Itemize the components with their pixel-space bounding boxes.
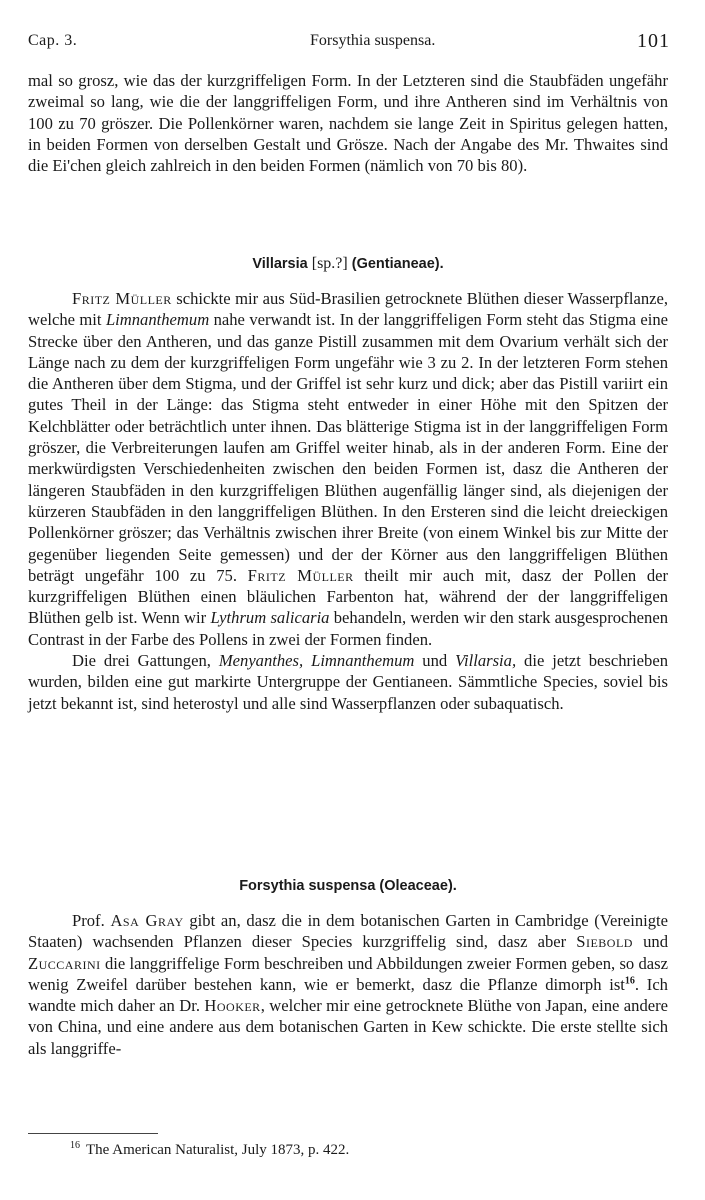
text-run: die langgriffelige Form beschreiben und Abbildungen zweier Formen geben, so dasz wenig Zweifel darüber bestehen kann, wie er bemerkt, dasz die Pflanze dimorph ist [28, 953, 668, 994]
taxon-name: Limnanthemum [311, 651, 415, 671]
running-title: Forsythia suspensa. [310, 32, 436, 49]
villarsia-paragraph-1 [28, 288, 668, 650]
text-run: Die drei Gattungen, [72, 651, 219, 671]
text-run: und [632, 932, 668, 952]
page-number: 101 [637, 30, 670, 52]
text-run: gibt an, dasz die in dem botanischen Garten in Cambridge (Vereinigte Staaten) wachsenden Pflanzen dieser Species kurzgriffelig sind, dasz aber [28, 911, 669, 952]
author-name: Fritz Müller [247, 565, 354, 585]
forsythia-body [28, 910, 668, 1059]
footnote [70, 1142, 349, 1159]
text-run: schickte mir aus Süd-Brasilien getrocknete Blüthen dieser Wasserpflanze, welche mit [28, 289, 669, 330]
forsythia-paragraph-1 [28, 910, 668, 1059]
heading-qualifier: [sp.?] [311, 255, 348, 272]
section-heading-forsythia [28, 878, 668, 894]
text-run: behandeln, werden wir den stark ausgesprochenen Contrast in der Farbe des Pollens in zwei der Formen finden. [28, 608, 668, 649]
person-name: Hooker [204, 996, 261, 1016]
person-name: Asa Gray [110, 911, 184, 930]
section-heading-villarsia [28, 255, 668, 273]
footnote-divider [28, 1133, 158, 1134]
text-run: und [414, 651, 456, 671]
text-run: Prof. [72, 911, 111, 930]
villarsia-body [28, 288, 668, 714]
villarsia-paragraph-2 [28, 650, 668, 714]
footnote-text: The American Naturalist, July 1873, p. 422. [86, 1142, 350, 1158]
author-name: Fritz Müller [72, 289, 172, 308]
person-name: Zuccarini [28, 953, 101, 973]
text-run: theilt mir auch mit, dasz der Pollen der kurzgriffeligen Blüthen einen bläulichen Farbenton hat, während der der langgriffeligen Blüthen gelb ist. Wenn wir [28, 565, 669, 628]
taxon-name: Villarsia, [455, 651, 517, 671]
text-run: nahe verwandt ist. In der langgriffeligen Form steht das Stigma eine Strecke über den Antheren, und das ganze Pistill zusammen mit dem Ovarium verhält sich der Länge nach zu dem der kurzgriffeligen Form ungefähr wie 3 zu 2. In der letzteren Form stehen die Antheren über dem Stigma, und der Griffel ist sehr kurz und dick; aber das Pistill variirt ein gutes Theil in der Länge: das Stigma steht entweder in einer Höhe mit den Spitzen der Kelchblätter oder beträchtlich unter ihnen. Das blätterige Stigma ist in der langgriffeligen Form gröszer, die Verbreiterungen laufen am Griffel weiter hinab, als in der anderen Form. Eine der merkwürdigsten Verschiedenheiten zwischen den beiden Formen ist, dasz die Antheren der längeren Staubfäden in den kurzgriffeligen Blüthen augenfällig länger sind, als diejenigen der kürzeren Staubfäden in den langgriffeligen Blüthen. In den Ersteren sind die leicht dreieckigen Pollenkörner gröszer; das Verhältnis zwischen ihrer Breite (von einem Winkel bis zur Mitte der gegenüber liegenden Seite gemessen) und der der Körner aus den langgriffeligen Blüthen beträgt ungefähr 100 zu 75. [28, 310, 668, 585]
chapter-label: Cap. 3. [28, 32, 78, 49]
text-run: , welcher mir eine getrocknete Blüthe von Japan, eine andere von China, und eine andere aus dem botanischen Garten in Kew schickte. Die erste stellte sich als langgriffe- [28, 996, 668, 1058]
continuation-paragraph [28, 70, 668, 176]
taxon-name: Menyanthes, [218, 651, 304, 671]
taxon-name: Limnanthemum [105, 310, 210, 330]
heading-genus: Villarsia [252, 256, 308, 272]
taxon-name: Lythrum salicaria [210, 608, 330, 628]
text-run: die jetzt beschrieben wurden, bilden eine gut markirte Untergruppe der Gentianeen. Sämmtliche Species, soviel bis jetzt bekannt ist, sind heterostyl und alle sind Wasserpflanzen oder subaquatisch. [28, 651, 668, 713]
text-run [303, 651, 311, 670]
paragraph-text: mal so grosz, wie das der kurzgriffeligen Form. In der Letzteren sind die Staubfäden ungefähr zweimal so lang, wie die der langgriffeligen Form, und ihre Antheren sind im Verhältnis von 100 zu 70 gröszer. Die Pollenkörner waren, nachdem sie lange Zeit in Spiritus gelegen hatten, in beiden Formen von derselben Gestalt und Grösze. Nach der Angabe des Mr. Thwaites sind die Ei'chen gleich zahlreich in den beiden Formen (nämlich von 70 bis 80). [28, 71, 668, 176]
footnote-marker: 16 [70, 1140, 80, 1151]
text-run: . Ich wandte mich daher an Dr. [28, 974, 668, 1016]
running-header [28, 30, 678, 54]
heading-family: (Gentianeae). [351, 256, 444, 272]
person-name: Siebold [576, 932, 633, 952]
footnote-reference: 16 [624, 975, 635, 987]
heading-title: Forsythia suspensa (Oleaceae). [239, 878, 457, 894]
